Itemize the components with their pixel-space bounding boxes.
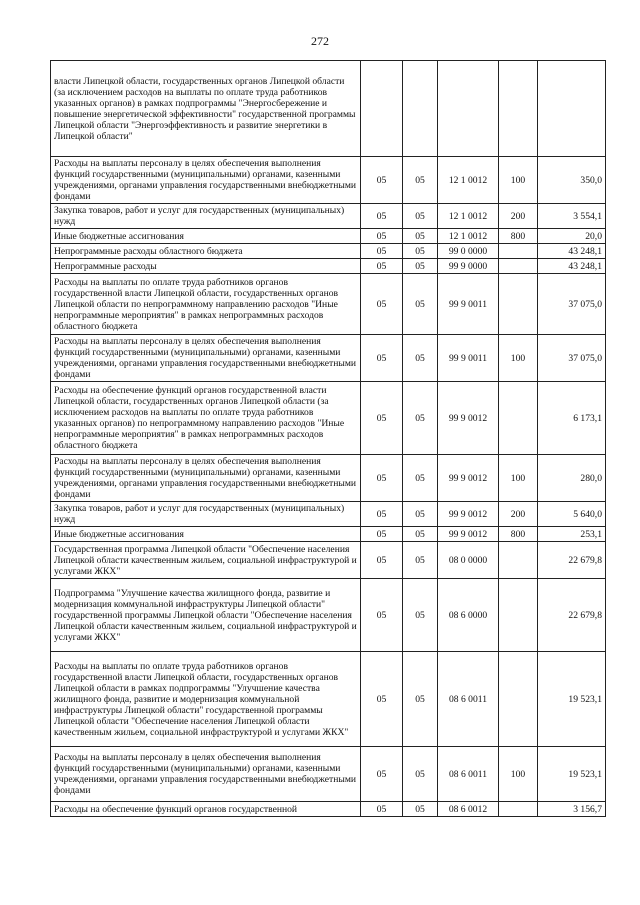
cell-amount: 43 248,1	[538, 259, 606, 274]
cell-target-article: 12 1 0012	[438, 204, 499, 229]
table-row	[51, 204, 606, 229]
cell-subsection: 05	[403, 274, 438, 335]
cell-expense-type	[499, 802, 538, 817]
table-row	[51, 335, 606, 382]
table-row	[51, 579, 606, 652]
cell-amount: 253,1	[538, 527, 606, 542]
cell-amount: 37 075,0	[538, 335, 606, 382]
cell-amount: 22 679,8	[538, 579, 606, 652]
cell-name: Непрограммные расходы	[51, 259, 361, 274]
cell-amount: 22 679,8	[538, 542, 606, 579]
cell-expense-type	[499, 382, 538, 455]
cell-expense-type	[499, 579, 538, 652]
cell-name: Расходы на обеспечение функций органов государственной власти Липецкой области, государственных органов Липецкой области (за исключением расходов на выплаты по оплате труда работников указанных органов) по непрограммному направлению расходов "Иные непрограммные мероприятия" в рамках непрограммных расходов областного бюджета	[51, 382, 361, 455]
cell-target-article: 99 0 0000	[438, 244, 499, 259]
cell-target-article: 99 9 0000	[438, 259, 499, 274]
cell-subsection: 05	[403, 259, 438, 274]
table-row	[51, 747, 606, 802]
cell-expense-type: 800	[499, 527, 538, 542]
cell-expense-type: 100	[499, 747, 538, 802]
cell-target-article	[438, 61, 499, 157]
cell-section	[361, 61, 403, 157]
cell-section: 05	[361, 542, 403, 579]
cell-amount: 3 554,1	[538, 204, 606, 229]
table-row	[51, 542, 606, 579]
table-row	[51, 502, 606, 527]
cell-target-article: 08 0 0000	[438, 542, 499, 579]
cell-name: Закупка товаров, работ и услуг для государственных (муниципальных) нужд	[51, 502, 361, 527]
table-row	[51, 259, 606, 274]
cell-expense-type	[499, 274, 538, 335]
cell-name: Закупка товаров, работ и услуг для государственных (муниципальных) нужд	[51, 204, 361, 229]
cell-target-article: 12 1 0012	[438, 157, 499, 204]
cell-section: 05	[361, 455, 403, 502]
cell-target-article: 99 9 0011	[438, 335, 499, 382]
cell-name: Иные бюджетные ассигнования	[51, 527, 361, 542]
table-row	[51, 455, 606, 502]
cell-section: 05	[361, 382, 403, 455]
cell-amount: 3 156,7	[538, 802, 606, 817]
cell-target-article: 99 9 0012	[438, 382, 499, 455]
cell-subsection: 05	[403, 579, 438, 652]
cell-expense-type	[499, 244, 538, 259]
cell-subsection: 05	[403, 244, 438, 259]
cell-name: Расходы на выплаты персоналу в целях обеспечения выполнения функций государственными (муниципальными) органами, казенными учреждениями, органами управления государственными внебюджетными фондами	[51, 157, 361, 204]
cell-name: Расходы на выплаты персоналу в целях обеспечения выполнения функций государственными (муниципальными) органами, казенными учреждениями, органами управления государственными внебюджетными фондами	[51, 335, 361, 382]
cell-target-article: 08 6 0000	[438, 579, 499, 652]
cell-expense-type: 800	[499, 229, 538, 244]
cell-expense-type: 200	[499, 204, 538, 229]
table-row	[51, 229, 606, 244]
cell-section: 05	[361, 652, 403, 747]
cell-target-article: 99 9 0011	[438, 274, 499, 335]
table-row	[51, 652, 606, 747]
cell-subsection: 05	[403, 527, 438, 542]
cell-subsection	[403, 61, 438, 157]
cell-name: Расходы на выплаты персоналу в целях обеспечения выполнения функций государственными (муниципальными) органами, казенными учреждениями, органами управления государственными внебюджетными фондами	[51, 455, 361, 502]
cell-subsection: 05	[403, 542, 438, 579]
cell-target-article: 08 6 0012	[438, 802, 499, 817]
cell-amount: 19 523,1	[538, 652, 606, 747]
cell-section: 05	[361, 579, 403, 652]
cell-amount: 5 640,0	[538, 502, 606, 527]
table-body	[51, 61, 606, 817]
cell-amount: 37 075,0	[538, 274, 606, 335]
cell-target-article: 12 1 0012	[438, 229, 499, 244]
table-row	[51, 274, 606, 335]
cell-section: 05	[361, 204, 403, 229]
cell-expense-type: 200	[499, 502, 538, 527]
cell-section: 05	[361, 527, 403, 542]
cell-name: Расходы на обеспечение функций органов государственной	[51, 802, 361, 817]
cell-section: 05	[361, 157, 403, 204]
cell-name: Государственная программа Липецкой области "Обеспечение населения Липецкой области качественным жильем, социальной инфраструктурой и услугами ЖКХ"	[51, 542, 361, 579]
table-row	[51, 527, 606, 542]
cell-amount: 19 523,1	[538, 747, 606, 802]
cell-expense-type	[499, 652, 538, 747]
cell-expense-type	[499, 542, 538, 579]
cell-name: Расходы на выплаты по оплате труда работников органов государственной власти Липецкой области, государственных органов Липецкой области в рамках подпрограммы "Улучшение качества жилищного фонда, развитие и модернизация коммунальной инфраструктуры Липецкой области" государственной программы Липецкой области "Обеспечение населения Липецкой области качественным жильем, социальной инфраструктурой и услугами ЖКХ"	[51, 652, 361, 747]
cell-name: Непрограммные расходы областного бюджета	[51, 244, 361, 259]
cell-section: 05	[361, 502, 403, 527]
cell-section: 05	[361, 229, 403, 244]
cell-subsection: 05	[403, 229, 438, 244]
cell-subsection: 05	[403, 455, 438, 502]
cell-name: Подпрограмма "Улучшение качества жилищного фонда, развитие и модернизация коммунальной инфраструктуры Липецкой области" государственной программы Липецкой области "Обеспечение населения Липецкой области качественным жильем, социальной инфраструктурой и услугами ЖКХ"	[51, 579, 361, 652]
budget-table	[50, 60, 606, 817]
table-row	[51, 382, 606, 455]
cell-target-article: 99 9 0012	[438, 527, 499, 542]
cell-subsection: 05	[403, 802, 438, 817]
cell-subsection: 05	[403, 335, 438, 382]
cell-amount	[538, 61, 606, 157]
cell-target-article: 99 9 0012	[438, 502, 499, 527]
cell-amount: 6 173,1	[538, 382, 606, 455]
cell-expense-type: 100	[499, 455, 538, 502]
cell-expense-type: 100	[499, 335, 538, 382]
cell-name: власти Липецкой области, государственных органов Липецкой области (за исключением расходов на выплаты по оплате труда работников указанных органов) в рамках подпрограммы "Энергосбережение и повышение энергетической эффективности" государственной программы Липецкой области "Энергоэффективность и развитие энергетики в Липецкой области"	[51, 61, 361, 157]
cell-target-article: 99 9 0012	[438, 455, 499, 502]
cell-expense-type	[499, 259, 538, 274]
page-number: 272	[311, 34, 329, 48]
cell-amount: 280,0	[538, 455, 606, 502]
cell-expense-type: 100	[499, 157, 538, 204]
cell-subsection: 05	[403, 747, 438, 802]
cell-subsection: 05	[403, 382, 438, 455]
cell-name: Иные бюджетные ассигнования	[51, 229, 361, 244]
cell-subsection: 05	[403, 502, 438, 527]
cell-section: 05	[361, 335, 403, 382]
table-row	[51, 244, 606, 259]
cell-subsection: 05	[403, 157, 438, 204]
cell-name: Расходы на выплаты персоналу в целях обеспечения выполнения функций государственными (муниципальными) органами, казенными учреждениями, органами управления государственными внебюджетными фондами	[51, 747, 361, 802]
cell-amount: 20,0	[538, 229, 606, 244]
cell-amount: 350,0	[538, 157, 606, 204]
cell-section: 05	[361, 274, 403, 335]
cell-target-article: 08 6 0011	[438, 747, 499, 802]
table-row	[51, 61, 606, 157]
cell-section: 05	[361, 244, 403, 259]
table-row	[51, 802, 606, 817]
cell-name: Расходы на выплаты по оплате труда работников органов государственной власти Липецкой области, государственных органов Липецкой области по непрограммному направлению расходов "Иные непрограммные мероприятия" в рамках непрограммных расходов областного бюджета	[51, 274, 361, 335]
cell-target-article: 08 6 0011	[438, 652, 499, 747]
cell-section: 05	[361, 747, 403, 802]
cell-amount: 43 248,1	[538, 244, 606, 259]
cell-expense-type	[499, 61, 538, 157]
table-row	[51, 157, 606, 204]
cell-section: 05	[361, 802, 403, 817]
cell-subsection: 05	[403, 204, 438, 229]
cell-subsection: 05	[403, 652, 438, 747]
cell-section: 05	[361, 259, 403, 274]
